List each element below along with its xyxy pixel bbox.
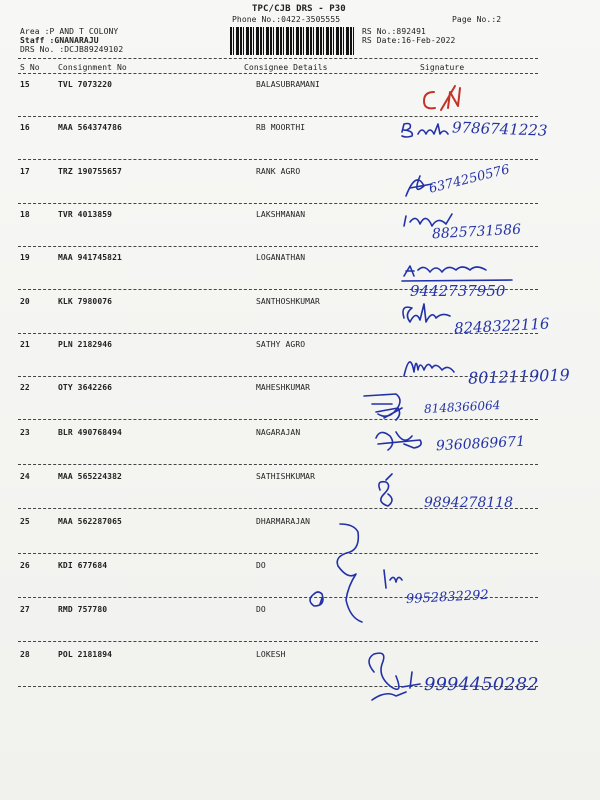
col-signature: Signature	[420, 63, 465, 72]
row-consignment: MAA 565224382	[58, 472, 122, 481]
row-sno: 17	[20, 167, 30, 176]
row-sno: 19	[20, 253, 30, 262]
row-consignment: TVL 7073220	[58, 80, 113, 89]
sig-phone-26: 9952832292	[405, 587, 490, 608]
row-sno: 21	[20, 340, 30, 349]
row-consignment: TVR 4013859	[58, 210, 113, 219]
row-sno: 27	[20, 605, 30, 614]
row-consignment: MAA 941745821	[58, 253, 122, 262]
sig-phone-16: 9786741223	[451, 118, 548, 140]
row-consignee: RANK AGRO	[256, 167, 301, 176]
row-consignee: LOKESH	[256, 650, 286, 659]
row-consignment: OTY 3642266	[58, 383, 113, 392]
row-consignee: DHARMARAJAN	[256, 517, 311, 526]
rs-number: RS No.:892491	[362, 27, 426, 36]
col-consignment: Consignment No	[58, 63, 127, 72]
row-consignee: LAKSHMANAN	[256, 210, 306, 219]
signature-28	[369, 653, 412, 700]
row-consignee: LOGANATHAN	[256, 253, 306, 262]
sig-phone-28: 9994450282	[424, 674, 539, 695]
sig-phone-23: 9360869671	[435, 433, 526, 455]
sheet-title: TPC/CJB DRS - P30	[252, 4, 346, 14]
sig-phone-17: 6374250576	[427, 162, 512, 197]
row-sno: 28	[20, 650, 30, 659]
row-consignment: MAA 564374786	[58, 123, 122, 132]
row-sno: 23	[20, 428, 30, 437]
row-consignment: TRZ 190755657	[58, 167, 122, 176]
cn-mark	[424, 92, 435, 108]
signature-16	[402, 124, 448, 138]
row-sno: 25	[20, 517, 30, 526]
signature-23	[376, 432, 421, 450]
row-consignee: MAHESHKUMAR	[256, 383, 311, 392]
row-consignee: SATHY AGRO	[256, 340, 306, 349]
sig-phone-21: 8012119019	[467, 365, 571, 388]
row-sno: 22	[20, 383, 30, 392]
rs-date: RS Date:16-Feb-2022	[362, 36, 456, 45]
row-sno: 26	[20, 561, 30, 570]
row-consignee: DO	[256, 605, 266, 614]
sig-phone-24: 9894278118	[424, 495, 514, 511]
row-consignment: KLK 7980076	[58, 297, 113, 306]
row-consignee: RB MOORTHI	[256, 123, 306, 132]
row-consignment: RMD 757780	[58, 605, 108, 614]
row-consignment: KDI 677684	[58, 561, 108, 570]
row-sno: 15	[20, 80, 30, 89]
col-sno: S No	[20, 63, 40, 72]
col-consignee: Consignee Details	[244, 63, 328, 72]
signature-21	[404, 362, 454, 376]
signature-20	[403, 304, 450, 322]
sig-phone-18: 8825731586	[431, 221, 522, 243]
signature-24	[379, 474, 392, 506]
sig-phone-19: 9442737950	[410, 282, 506, 300]
signature-22	[364, 394, 402, 420]
row-sno: 24	[20, 472, 30, 481]
row-consignment: POL 2181894	[58, 650, 113, 659]
sig-phone-22: 8148366064	[423, 398, 501, 416]
row-consignee: NAGARAJAN	[256, 428, 301, 437]
row-sno: 20	[20, 297, 30, 306]
row-consignee: SANTHOSHKUMAR	[256, 297, 320, 306]
row-consignee: BALASUBRAMANI	[256, 80, 320, 89]
drs-number: DRS No. :DCJB89249102	[20, 45, 124, 54]
row-consignment: PLN 2182946	[58, 340, 113, 349]
row-consignment: BLR 490768494	[58, 428, 122, 437]
signature-18	[404, 214, 452, 226]
row-consignment: MAA 562287065	[58, 517, 122, 526]
signature-25	[337, 524, 362, 622]
row-consignee: SATHISHKUMAR	[256, 472, 315, 481]
row-sno: 16	[20, 123, 30, 132]
staff-label: Staff :GNANARAJU	[20, 36, 99, 45]
row-sno: 18	[20, 210, 30, 219]
row-consignee: DO	[256, 561, 266, 570]
area-label: Area :P AND T COLONY	[20, 27, 119, 36]
signature-19	[404, 266, 486, 276]
page-number: Page No.:2	[452, 15, 502, 24]
sig-phone-20: 8248322116	[453, 314, 550, 338]
phone-number: Phone No.:0422-3505555	[232, 15, 341, 24]
